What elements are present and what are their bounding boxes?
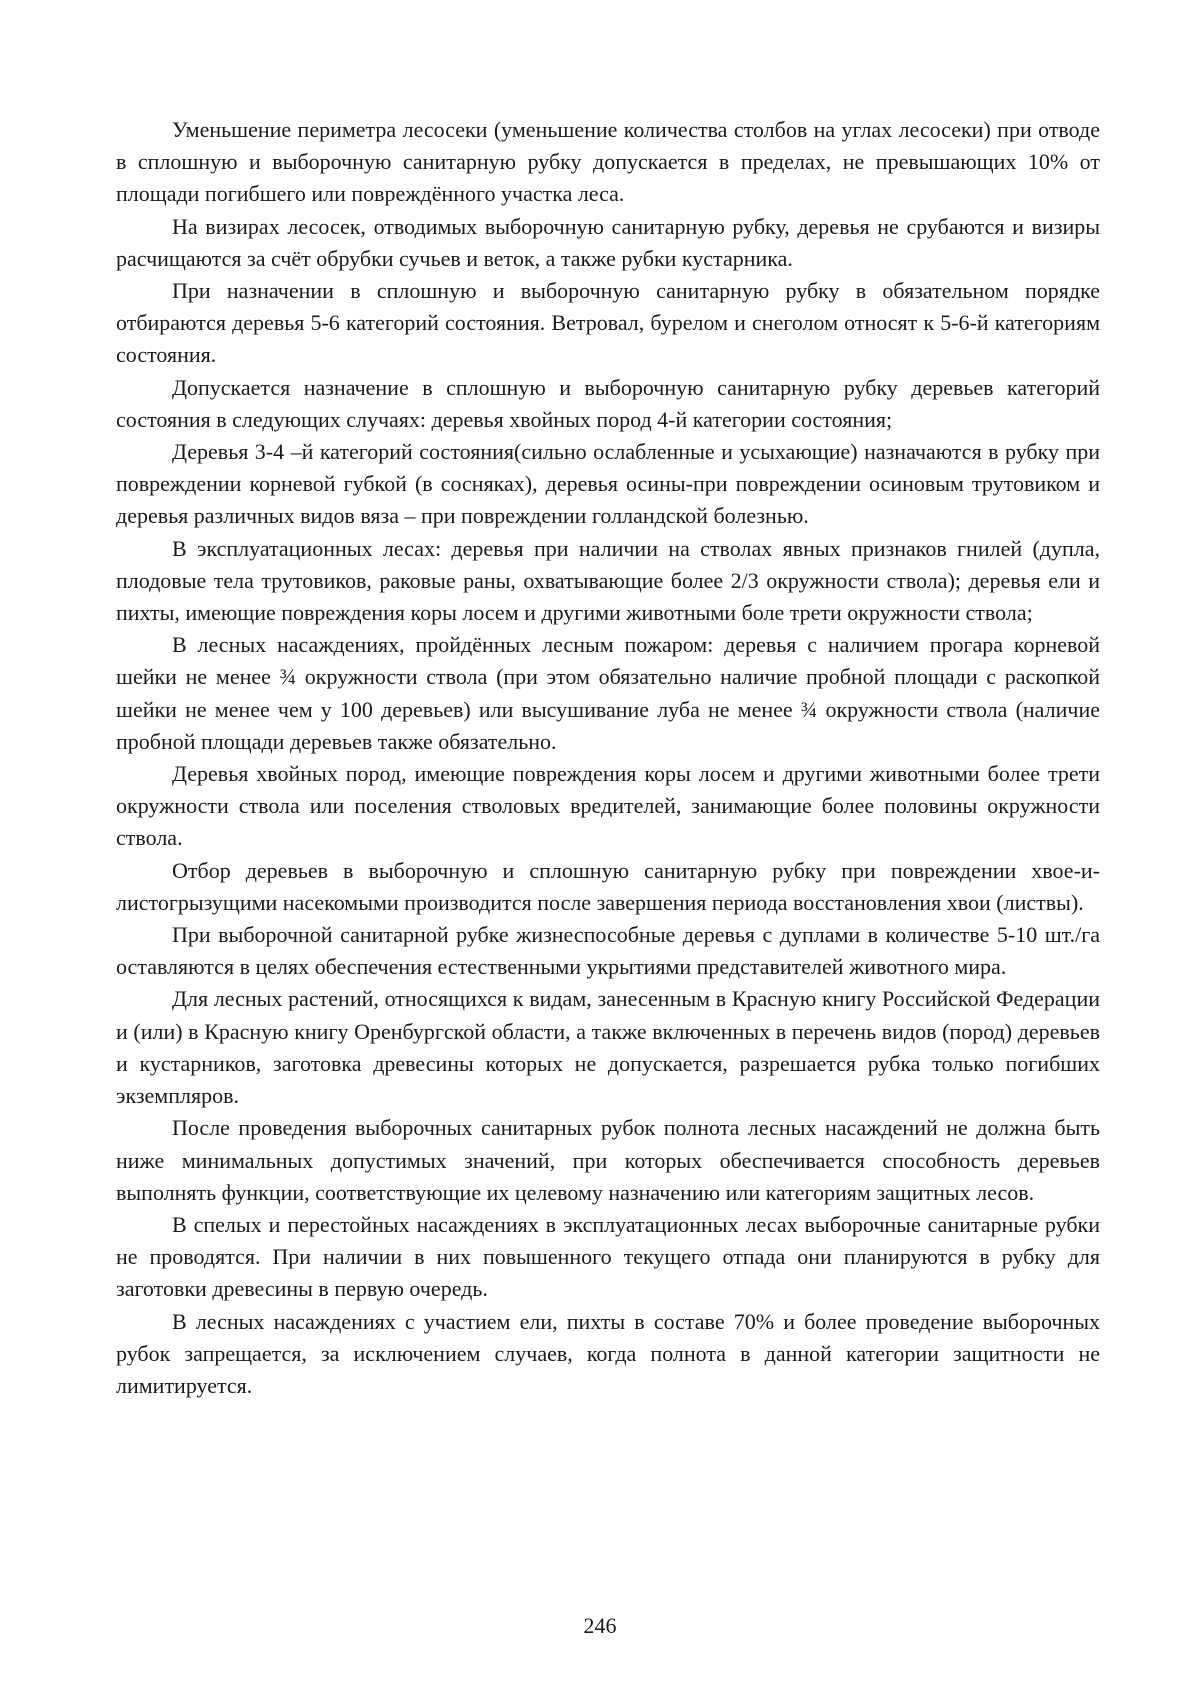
paragraph-7: В лесных насаждениях, пройдённых лесным пожаром: деревья с наличием прогара корневой шейки не менее ¾ окружности ствола (при этом обязательно наличие пробной площади с раскопкой шейки не менее чем у 100 деревьев) или высушивание луба не менее ¾ окружности ствола (наличие пробной площади деревьев также обязательно. — [116, 632, 1100, 754]
paragraph-13: В спелых и перестойных насаждениях в эксплуатационных лесах выборочные санитарные рубки не проводятся. При наличии в них повышенного текущего отпада они планируются в рубку для заготовки древесины в первую очередь. — [116, 1211, 1100, 1302]
paragraph-11: Для лесных растений, относящихся к видам, занесенным в Красную книгу Российской Федерации и (или) в Красную книгу Оренбургской области, а также включенных в перечень видов (пород) деревьев и кустарников, заготовка древесины которых не допускается, разрешается рубка только погибших экземпляров. — [116, 986, 1100, 1109]
paragraph-2: На визирах лесосек, отводимых выборочную санитарную рубку, деревья не срубаются и визиры расчищаются за счёт обрубки сучьев и веток, а также рубки кустарника. — [116, 213, 1100, 271]
paragraph-9: Отбор деревьев в выборочную и сплошную санитарную рубку при повреждении хвое-и-листогрызущими насекомыми производится после завершения периода восстановления хвои (листвы). — [116, 857, 1100, 915]
paragraph-1: Уменьшение периметра лесосеки (уменьшение количества столбов на углах лесосеки) при отводе в сплошную и выборочную санитарную рубку допускается в пределах, не превышающих 10% от площади погибшего или повреждённого участка леса. — [116, 117, 1100, 207]
paragraph-8: Деревья хвойных пород, имеющие повреждения коры лосем и другими животными более трети окружности ствола или поселения стволовых вредителей, занимающие более половины окружности ствола. — [116, 761, 1100, 851]
paragraph-3: При назначении в сплошную и выборочную санитарную рубку в обязательном порядке отбираются деревья 5-6 категорий состояния. Ветровал, бурелом и снеголом относят к 5-6-й категориям состояния. — [116, 278, 1100, 368]
paragraph-10: При выборочной санитарной рубке жизнеспособные деревья с дуплами в количестве 5-10 шт./га оставляются в целях обеспечения естественными укрытиями представителей животного мира. — [116, 922, 1100, 980]
paragraph-12: После проведения выборочных санитарных рубок полнота лесных насаждений не должна быть ниже минимальных допустимых значений, при которых обеспечивается способность деревьев выполнять функции, соответствующие их целевому назначению или категориям защитных лесов. — [116, 1115, 1100, 1205]
paragraph-14: В лесных насаждениях с участием ели, пихты в составе 70% и более проведение выборочных рубок запрещается, за исключением случаев, когда полнота в данной категории защитности не лимитируется. — [116, 1308, 1100, 1398]
page-number: 246 — [583, 1613, 617, 1638]
paragraph-6: В эксплуатационных лесах: деревья при наличии на стволах явных признаков гнилей (дупла, плодовые тела трутовиков, раковые раны, охватывающие более 2/3 окружности ствола); деревья ели и пихты, имеющие повреждения коры лосем и другими животными боле трети окружности ствола; — [116, 535, 1100, 626]
paragraph-4: Допускается назначение в сплошную и выборочную санитарную рубку деревьев категорий состояния в следующих случаях: деревья хвойных пород 4-й категории состояния; — [116, 374, 1100, 432]
body-text — [116, 114, 1100, 1402]
paragraph-5: Деревья 3-4 –й категорий состояния(сильно ослабленные и усыхающие) назначаются в рубку при повреждении корневой губкой (в сосняках), деревья осины-при повреждении осиновым трутовиком и деревья различных видов вяза – при повреждении голландской болезнью. — [116, 439, 1100, 529]
